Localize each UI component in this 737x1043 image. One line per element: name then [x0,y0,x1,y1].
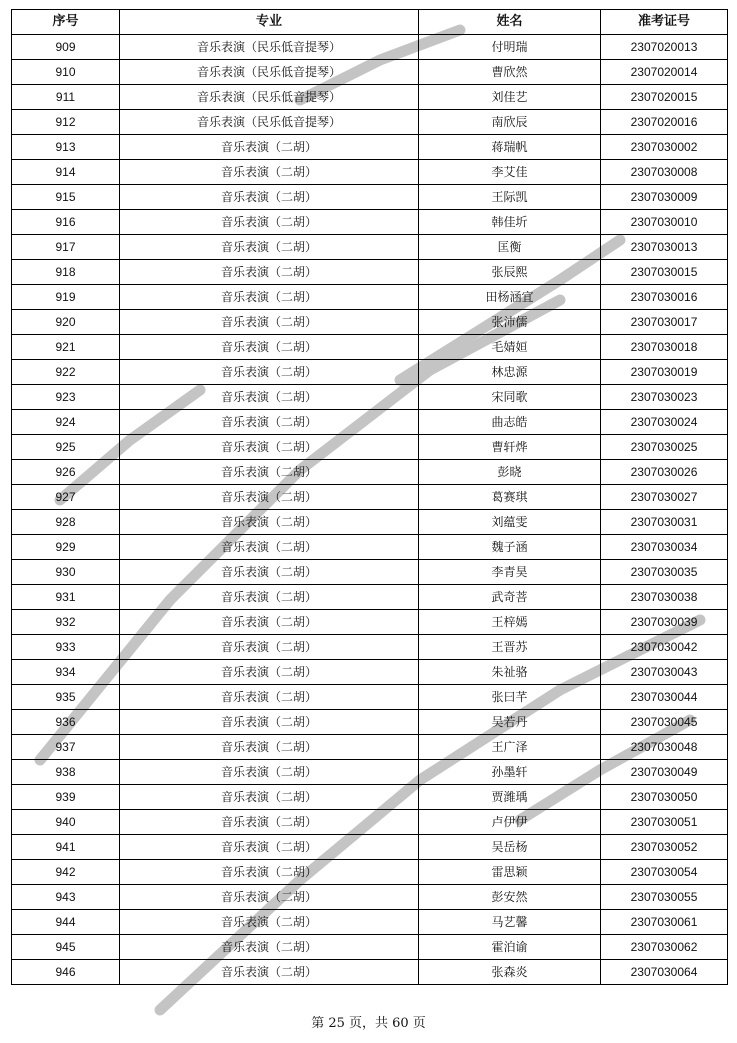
cell-name: 吴岳杨 [419,835,601,860]
cell-exam-id: 2307030035 [601,560,728,585]
table-row [12,285,728,310]
cell-name: 张曰芊 [419,685,601,710]
cell-exam-id: 2307020015 [601,85,728,110]
cell-name: 刘蕴雯 [419,510,601,535]
cell-exam-id: 2307030039 [601,610,728,635]
cell-seq: 941 [12,835,120,860]
cell-major: 音乐表演（二胡） [120,935,419,960]
table-row [12,735,728,760]
header-major: 专业 [120,10,419,35]
cell-seq: 923 [12,385,120,410]
cell-major: 音乐表演（二胡） [120,635,419,660]
cell-name: 卢伊伊 [419,810,601,835]
cell-major: 音乐表演（二胡） [120,260,419,285]
cell-name: 王梓嫣 [419,610,601,635]
cell-seq: 910 [12,60,120,85]
table-row [12,835,728,860]
cell-seq: 944 [12,910,120,935]
cell-seq: 924 [12,410,120,435]
table-row [12,485,728,510]
cell-exam-id: 2307030027 [601,485,728,510]
cell-major: 音乐表演（二胡） [120,810,419,835]
cell-major: 音乐表演（二胡） [120,710,419,735]
table-row [12,710,728,735]
cell-seq: 912 [12,110,120,135]
table-header-row [12,10,728,35]
table-row [12,335,728,360]
cell-exam-id: 2307030009 [601,185,728,210]
cell-exam-id: 2307030052 [601,835,728,860]
table-row [12,160,728,185]
cell-name: 张森炎 [419,960,601,985]
cell-seq: 939 [12,785,120,810]
cell-seq: 938 [12,760,120,785]
cell-exam-id: 2307030016 [601,285,728,310]
cell-exam-id: 2307030048 [601,735,728,760]
cell-name: 贾潍瑀 [419,785,601,810]
table-row [12,35,728,60]
cell-seq: 916 [12,210,120,235]
table-row [12,360,728,385]
cell-exam-id: 2307030064 [601,960,728,985]
cell-seq: 913 [12,135,120,160]
cell-seq: 943 [12,885,120,910]
cell-major: 音乐表演（二胡） [120,660,419,685]
cell-major: 音乐表演（二胡） [120,235,419,260]
cell-major: 音乐表演（二胡） [120,385,419,410]
table-row [12,685,728,710]
cell-name: 林忠源 [419,360,601,385]
table-row [12,810,728,835]
table-row [12,260,728,285]
table-row [12,560,728,585]
cell-name: 付明瑞 [419,35,601,60]
cell-major: 音乐表演（二胡） [120,285,419,310]
cell-seq: 931 [12,585,120,610]
cell-seq: 911 [12,85,120,110]
cell-seq: 942 [12,860,120,885]
cell-exam-id: 2307030024 [601,410,728,435]
cell-name: 魏子涵 [419,535,601,560]
cell-major: 音乐表演（二胡） [120,860,419,885]
header-seq: 序号 [12,10,120,35]
header-name: 姓名 [419,10,601,35]
cell-exam-id: 2307030038 [601,585,728,610]
cell-seq: 930 [12,560,120,585]
cell-seq: 919 [12,285,120,310]
cell-name: 王晋苏 [419,635,601,660]
cell-major: 音乐表演（二胡） [120,910,419,935]
cell-major: 音乐表演（二胡） [120,610,419,635]
cell-major: 音乐表演（二胡） [120,360,419,385]
cell-exam-id: 2307030050 [601,785,728,810]
table-row [12,910,728,935]
table-row [12,310,728,335]
cell-major: 音乐表演（二胡） [120,210,419,235]
cell-exam-id: 2307030051 [601,810,728,835]
cell-exam-id: 2307030049 [601,760,728,785]
table-row [12,585,728,610]
cell-name: 雷思颖 [419,860,601,885]
cell-name: 霍泊谕 [419,935,601,960]
cell-exam-id: 2307030010 [601,210,728,235]
table-row [12,510,728,535]
cell-major: 音乐表演（二胡） [120,460,419,485]
cell-name: 李艾佳 [419,160,601,185]
cell-exam-id: 2307030026 [601,460,728,485]
cell-exam-id: 2307030019 [601,360,728,385]
cell-seq: 946 [12,960,120,985]
cell-major: 音乐表演（二胡） [120,685,419,710]
cell-seq: 940 [12,810,120,835]
table-row [12,635,728,660]
table-row [12,410,728,435]
cell-exam-id: 2307020014 [601,60,728,85]
cell-name: 南欣辰 [419,110,601,135]
cell-major: 音乐表演（二胡） [120,410,419,435]
cell-major: 音乐表演（二胡） [120,310,419,335]
cell-name: 张沛儒 [419,310,601,335]
cell-name: 蒋瑞帆 [419,135,601,160]
cell-seq: 922 [12,360,120,385]
cell-seq: 934 [12,660,120,685]
table-row [12,110,728,135]
cell-seq: 909 [12,35,120,60]
cell-major: 音乐表演（民乐低音提琴） [120,60,419,85]
table-row [12,460,728,485]
cell-exam-id: 2307030055 [601,885,728,910]
cell-name: 毛婧姮 [419,335,601,360]
cell-name: 韩佳圻 [419,210,601,235]
table-row [12,860,728,885]
cell-seq: 937 [12,735,120,760]
table-row [12,235,728,260]
header-exam-id: 准考证号 [601,10,728,35]
cell-exam-id: 2307030023 [601,385,728,410]
table-row [12,85,728,110]
cell-name: 王广泽 [419,735,601,760]
cell-major: 音乐表演（二胡） [120,585,419,610]
cell-major: 音乐表演（民乐低音提琴） [120,35,419,60]
cell-exam-id: 2307030043 [601,660,728,685]
cell-seq: 925 [12,435,120,460]
table-row [12,785,728,810]
cell-seq: 914 [12,160,120,185]
table-row [12,960,728,985]
cell-major: 音乐表演（二胡） [120,960,419,985]
cell-seq: 928 [12,510,120,535]
cell-name: 朱祉骆 [419,660,601,685]
cell-exam-id: 2307030062 [601,935,728,960]
page-footer: 第 25 页，共 60 页 [311,1016,426,1031]
cell-exam-id: 2307030044 [601,685,728,710]
cell-name: 马艺馨 [419,910,601,935]
cell-major: 音乐表演（二胡） [120,160,419,185]
cell-name: 王际凯 [419,185,601,210]
cell-name: 曹轩烨 [419,435,601,460]
cell-exam-id: 2307030061 [601,910,728,935]
cell-exam-id: 2307030045 [601,710,728,735]
cell-seq: 945 [12,935,120,960]
cell-major: 音乐表演（二胡） [120,885,419,910]
cell-exam-id: 2307030017 [601,310,728,335]
table-row [12,660,728,685]
cell-major: 音乐表演（二胡） [120,785,419,810]
cell-exam-id: 2307030008 [601,160,728,185]
table-row [12,610,728,635]
cell-major: 音乐表演（二胡） [120,735,419,760]
table-row [12,385,728,410]
cell-major: 音乐表演（二胡） [120,835,419,860]
table-row [12,60,728,85]
cell-exam-id: 2307030025 [601,435,728,460]
table-row [12,885,728,910]
cell-exam-id: 2307030031 [601,510,728,535]
cell-seq: 920 [12,310,120,335]
cell-name: 刘佳艺 [419,85,601,110]
cell-major: 音乐表演（二胡） [120,135,419,160]
table-row [12,210,728,235]
cell-name: 吴若丹 [419,710,601,735]
cell-seq: 929 [12,535,120,560]
cell-seq: 915 [12,185,120,210]
cell-exam-id: 2307030034 [601,535,728,560]
cell-major: 音乐表演（二胡） [120,185,419,210]
cell-name: 匡衡 [419,235,601,260]
cell-seq: 935 [12,685,120,710]
cell-name: 李青昊 [419,560,601,585]
cell-major: 音乐表演（二胡） [120,435,419,460]
cell-major: 音乐表演（二胡） [120,535,419,560]
table-row [12,935,728,960]
cell-seq: 917 [12,235,120,260]
cell-name: 宋同歌 [419,385,601,410]
cell-seq: 932 [12,610,120,635]
cell-name: 曹欣然 [419,60,601,85]
table-row [12,760,728,785]
cell-name: 葛赛琪 [419,485,601,510]
cell-exam-id: 2307030054 [601,860,728,885]
table-row [12,535,728,560]
cell-major: 音乐表演（民乐低音提琴） [120,85,419,110]
roster-table [11,9,728,985]
cell-exam-id: 2307020016 [601,110,728,135]
cell-major: 音乐表演（二胡） [120,510,419,535]
table-row [12,135,728,160]
cell-name: 彭晓 [419,460,601,485]
cell-name: 曲志皓 [419,410,601,435]
cell-seq: 933 [12,635,120,660]
cell-name: 武奇菩 [419,585,601,610]
table-row [12,185,728,210]
cell-name: 彭安然 [419,885,601,910]
cell-major: 音乐表演（二胡） [120,485,419,510]
cell-exam-id: 2307030013 [601,235,728,260]
cell-major: 音乐表演（民乐低音提琴） [120,110,419,135]
cell-exam-id: 2307030018 [601,335,728,360]
cell-major: 音乐表演（二胡） [120,560,419,585]
cell-exam-id: 2307030002 [601,135,728,160]
cell-seq: 921 [12,335,120,360]
cell-seq: 927 [12,485,120,510]
table-row [12,435,728,460]
cell-exam-id: 2307030042 [601,635,728,660]
cell-name: 田杨涵宜 [419,285,601,310]
cell-seq: 936 [12,710,120,735]
cell-name: 孙墨轩 [419,760,601,785]
cell-major: 音乐表演（二胡） [120,335,419,360]
cell-seq: 918 [12,260,120,285]
cell-exam-id: 2307030015 [601,260,728,285]
cell-exam-id: 2307020013 [601,35,728,60]
cell-major: 音乐表演（二胡） [120,760,419,785]
cell-name: 张辰熙 [419,260,601,285]
cell-seq: 926 [12,460,120,485]
